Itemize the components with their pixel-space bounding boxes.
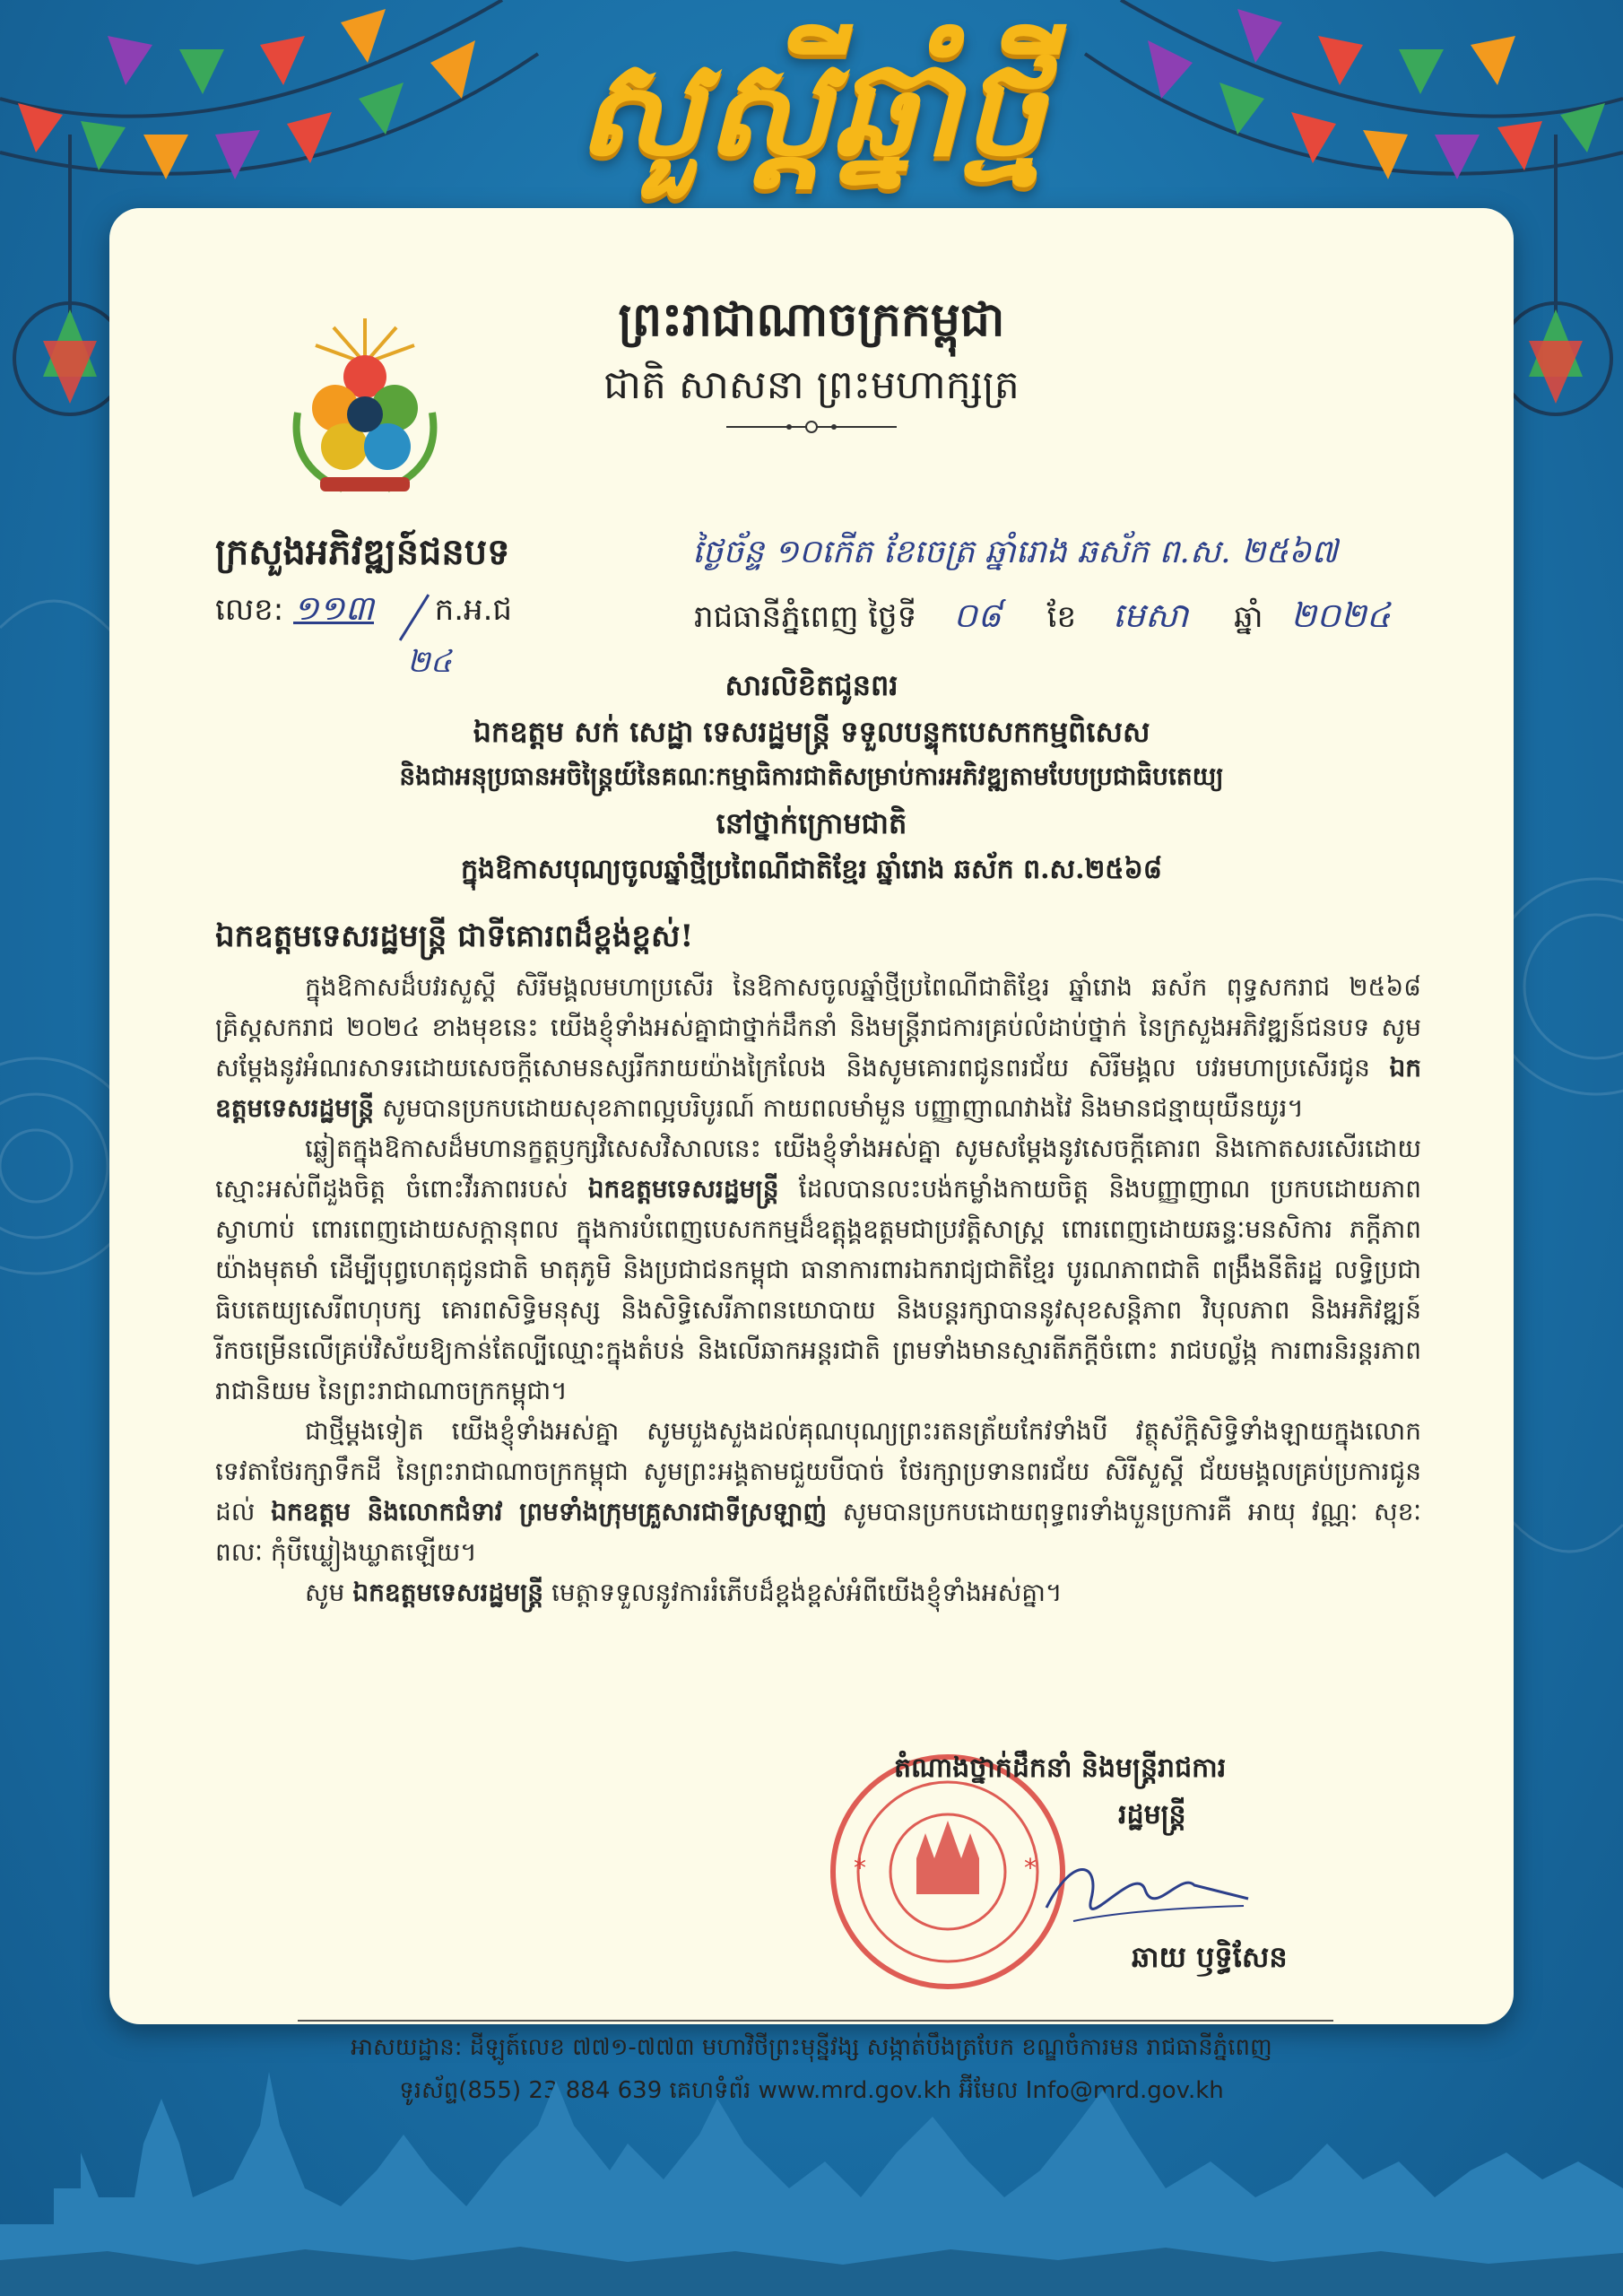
honorific-bold: ឯកឧត្តមទេសរដ្ឋមន្ត្រី xyxy=(215,1053,1422,1123)
salutation: ឯកឧត្តមទេសរដ្ឋមន្ត្រី ជាទីគោរពដ៏ខ្ពង់ខ្ពស់! xyxy=(215,918,694,954)
reference-year: ២៤ xyxy=(407,644,452,680)
date-month: មេសា xyxy=(1112,596,1189,635)
temple-skyline-silhouette xyxy=(0,2045,1623,2296)
svg-text:*: * xyxy=(1024,1853,1037,1883)
city-day-label: រាជធានីភ្នំពេញ ថ្ងៃទី xyxy=(694,599,917,635)
year-label: ឆ្នាំ xyxy=(1234,599,1263,635)
month-label: ខែ xyxy=(1046,599,1077,635)
handwritten-signature xyxy=(1037,1836,1253,1935)
calendar-date xyxy=(694,594,1391,644)
honorific-bold: ឯកឧត្តម និងលោកជំទាវ ព្រមទាំងក្រុមគ្រួសារជាទីស្រឡាញ់ xyxy=(271,1497,828,1526)
subject-line-1: ឯកឧត្តម សក់ សេដ្ឋា ទេសរដ្ឋមន្ត្រី ទទួលបន្ទុកបេសកកម្មពិសេស xyxy=(473,715,1150,749)
subject-line-4: ក្នុងឱកាសបុណ្យចូលឆ្នាំថ្មីប្រពៃណីជាតិខ្មែរ ឆ្នាំរោង ឆស័ក ព.ស.២៥៦៨ xyxy=(460,854,1162,885)
letter-type: សារលិខិតជូនពរ xyxy=(725,668,898,702)
new-year-greeting-headline: សួស្តីឆ្នាំថ្មី xyxy=(577,29,1046,187)
date-day: ០៨ xyxy=(953,596,1002,635)
paragraph-2: ឆ្លៀតក្នុងឱកាសដ៏មហានក្ខត្តឫក្សវិសេសវិសាលនេះ យើងខ្ញុំទាំងអស់គ្នា សូមសម្តែងនូវសេចក្តីគោរព និងកោតសរសើរដោយស្មោះអស់ពីដួងចិត្ត ចំពោះវីរភាពរបស់ ឯកឧត្តមទេសរដ្ឋមន្ត្រី ដែលបានលះបង់កម្លាំងកាយចិត្ត និងបញ្ញាញាណ ប្រកបដោយភាពស្វាហាប់ ពោរពេញដោយសក្តានុពល ក្នុងការបំពេញបេសកកម្មដ៏ឧត្តុង្គឧត្តមជាប្រវត្តិសាស្ត្រ ពោរពេញដោយឆន្ទៈមនសិការ ភក្តីភាពយ៉ាងមុតមាំ ដើម្បីបុព្វហេតុជូនជាតិ មាតុភូមិ និងប្រជាជនកម្ពុជា ធានាការពារឯករាជ្យជាតិខ្មែរ បូរណភាពជាតិ ពង្រឹងនីតិរដ្ឋ លទ្ធិប្រជាធិបតេយ្យសេរីពហុបក្ស គោរពសិទ្ធិមនុស្ស និងសិទ្ធិសេរីភាពនយោបាយ និងបន្តរក្សាបាននូវសុខសន្តិភាព វិបុលភាព និងអភិវឌ្ឍន៍រីកចម្រើនលើគ្រប់វិស័យឱ្យកាន់តែល្បីឈ្មោះក្នុងតំបន់ និងលើឆាកអន្តរជាតិ ព្រមទាំងមានស្មារតីភក្តីចំពោះ រាជបល្ល័ង្ក ការពារនិរន្តរភាពរាជានិយម នៃព្រះរាជាណាចក្រកម្ពុជា។ xyxy=(215,1134,1421,1405)
ministry-logo xyxy=(280,314,450,502)
paragraph-1: ក្នុងឱកាសដ៏បវរសួស្តី សិរីមង្គលមហាប្រសើរ នៃឱកាសចូលឆ្នាំថ្មីប្រពៃណីជាតិខ្មែរ ឆ្នាំរោង ឆស័ក ពុទ្ធសករាជ ២៥៦៨ គ្រិស្តសករាជ ២០២៤ ខាងមុខនេះ យើងខ្ញុំទាំងអស់គ្នាជាថ្នាក់ដឹកនាំ និងមន្ត្រីរាជការគ្រប់លំដាប់ថ្នាក់ នៃក្រសួងអភិវឌ្ឍន៍ជនបទ សូមសម្តែងនូវអំណរសាទរដោយសេចក្តីសោមនស្សរីករាយយ៉ាងក្រៃលែង និងសូមគោរពជូនពរជ័យ សិរីមង្គល បវរមហាប្រសើរជូន ឯកឧត្តមទេសរដ្ឋមន្ត្រី សូមបានប្រកបដោយសុខភាពល្អបរិបូរណ៍ កាយពលមាំមួន បញ្ញាញាណវាងវៃ និងមានជន្មាយុយឺនយូរ។ xyxy=(215,972,1422,1123)
divider-ornament xyxy=(726,420,897,434)
date-year: ២០២៤ xyxy=(1290,596,1391,635)
signatory-title: រដ្ឋមន្ត្រី xyxy=(1118,1799,1186,1831)
lunar-date: ថ្ងៃច័ន្ទ ១០កើត ខែចេត្រ ឆ្នាំរោង ឆស័ក ព.ស. ២៥៦៧ xyxy=(692,534,1338,570)
kingdom-title: ព្រះរាជាណាចក្រកម្ពុជា xyxy=(618,292,1005,347)
paragraph-4: សូម ឯកឧត្តមទេសរដ្ឋមន្ត្រី មេត្តាទទួលនូវការរំភើបដ៏ខ្ពង់ខ្ពស់អំពីយើងខ្ញុំទាំងអស់គ្នា។ xyxy=(305,1578,1063,1607)
signatory-role: តំណាងថ្នាក់ដឹកនាំ និងមន្ត្រីរាជការ xyxy=(894,1752,1227,1784)
reference-suffix: ក.អ.ជ xyxy=(434,592,513,628)
subject-line-2: និងជាអនុប្រធានអចិន្ត្រៃយ៍នៃគណៈកម្មាធិការជាតិសម្រាប់ការអភិវឌ្ឍតាមបែបប្រជាធិបតេយ្យ xyxy=(399,761,1224,791)
ministry-name: ក្រសួងអភិវឌ្ឍន៍ជនបទ xyxy=(215,531,510,573)
reference-handwritten-number: ១១៣ xyxy=(293,588,375,628)
honorific-bold: ឯកឧត្តមទេសរដ្ឋមន្ត្រី xyxy=(587,1174,779,1204)
svg-text:*: * xyxy=(854,1853,866,1883)
paragraph-3: ជាថ្មីម្តងទៀត យើងខ្ញុំទាំងអស់គ្នា សូមបួងសួងដល់គុណបុណ្យព្រះរតនត្រ័យកែវទាំងបី វត្ថុស័ក្តិសិទ្ធិទាំងឡាយក្នុងលោក ទេវតាថែរក្សាទឹកដី នៃព្រះរាជាណាចក្រកម្ពុជា សូមព្រះអង្គតាមជួយបីបាច់ ថែរក្សាប្រទានពរជ័យ សិរីសួស្តី ជ័យមង្គលគ្រប់ប្រការជូនដល់ ឯកឧត្តម និងលោកជំទាវ ព្រមទាំងក្រុមគ្រួសារជាទីស្រឡាញ់ សូមបានប្រកបដោយពុទ្ធពរទាំងបួនប្រការគឺ អាយុ វណ្ណៈ សុខៈ ពលៈ កុំបីឃ្លៀងឃ្លាតឡើយ។ xyxy=(215,1416,1422,1567)
national-motto: ជាតិ សាសនា ព្រះមហាក្សត្រ xyxy=(603,362,1020,408)
reference-number xyxy=(215,587,512,637)
subject-line-3: នៅថ្នាក់ក្រោមជាតិ xyxy=(716,806,907,840)
footer-contact: ទូរស័ព្ទ(855) 23 884 639 គេហទំព័រ www.mrd.gov.kh អ៊ីមែល Info@mrd.gov.kh xyxy=(399,2077,1224,2104)
footer-divider xyxy=(298,2020,1333,2022)
honorific-bold: ឯកឧត្តមទេសរដ្ឋមន្ត្រី xyxy=(352,1578,544,1607)
signatory-name: ឆាយ ឫទ្ធិសែន xyxy=(1132,1940,1288,1974)
reference-label: លេខ: xyxy=(215,592,284,628)
letter-body xyxy=(215,967,1421,1613)
footer-address: អាសយដ្ឋាន: ដីឡូត៍លេខ ៧៧១-៧៧៣ មហាវិថីព្រះមុន្នីវង្ស សង្កាត់បឹងត្របែក ខណ្ឌចំការមន រាជធានីភ្នំពេញ xyxy=(351,2034,1272,2061)
letter-paper xyxy=(109,208,1514,2104)
